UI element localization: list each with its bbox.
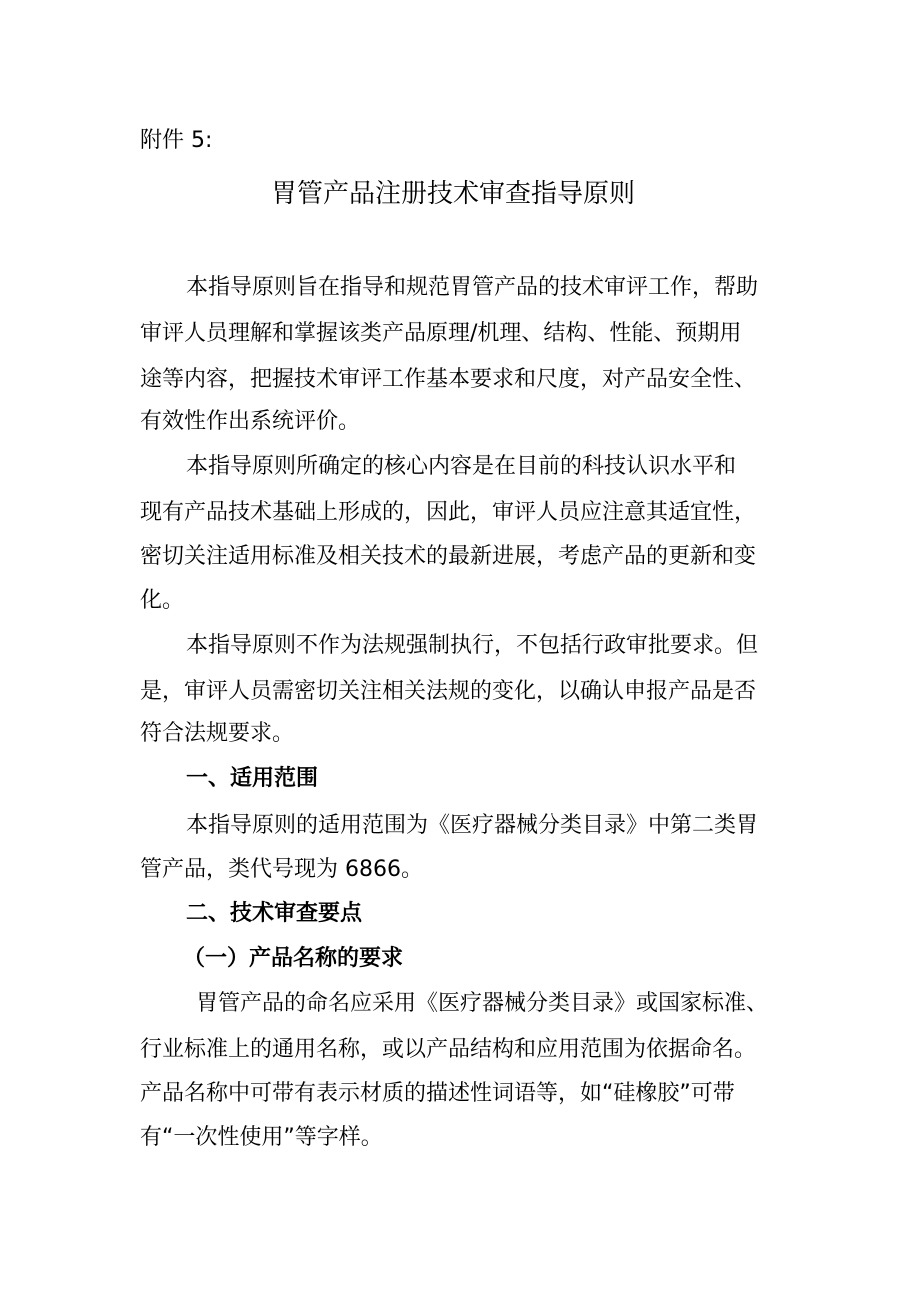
paragraph-1-line-1: 本指导原则旨在指导和规范胃管产品的技术审评工作，帮助 bbox=[186, 275, 759, 300]
section-1-line-2: 管产品，类代号现为 6866。 bbox=[140, 857, 423, 882]
paragraph-2-line-2: 现有产品技术基础上形成的，因此，审评人员应注意其适宜性， bbox=[140, 500, 757, 525]
paragraph-2-line-3: 密切关注适用标准及相关技术的最新进展，考虑产品的更新和变 bbox=[140, 544, 757, 569]
paragraph-1-line-3: 途等内容，把握技术审评工作基本要求和尺度，对产品安全性、 bbox=[140, 367, 757, 392]
attachment-label: 附件 5: bbox=[140, 128, 213, 153]
paragraph-1-line-2: 审评人员理解和掌握该类产品原理/机理、结构、性能、预期用 bbox=[140, 321, 742, 346]
document-title: 胃管产品注册技术审查指导原则 bbox=[270, 179, 635, 209]
paragraph-2-line-4: 化。 bbox=[140, 588, 185, 613]
subsection-1-heading: （一）产品名称的要求 bbox=[183, 946, 404, 971]
paragraph-3-line-3: 符合法规要求。 bbox=[140, 721, 295, 746]
section-2-heading: 二、技术审查要点 bbox=[186, 901, 363, 926]
subsection-1-line-1: 胃管产品的命名应采用《医疗器械分类目录》或国家标准、 bbox=[196, 991, 769, 1016]
subsection-1-line-2: 行业标准上的通用名称，或以产品结构和应用范围为依据命名。 bbox=[140, 1037, 757, 1062]
section-1-line-1: 本指导原则的适用范围为《医疗器械分类目录》中第二类胃 bbox=[186, 813, 759, 838]
paragraph-1-line-4: 有效性作出系统评价。 bbox=[140, 409, 361, 434]
paragraph-3-line-2: 是，审评人员需密切关注相关法规的变化，以确认申报产品是否 bbox=[140, 679, 757, 704]
paragraph-3-line-1: 本指导原则不作为法规强制执行，不包括行政审批要求。但 bbox=[186, 633, 759, 658]
paragraph-2-line-1: 本指导原则所确定的核心内容是在目前的科技认识水平和 bbox=[186, 454, 737, 479]
subsection-1-line-3: 产品名称中可带有表示材质的描述性词语等，如“硅橡胶”可带 bbox=[140, 1081, 735, 1106]
subsection-1-line-4: 有“一次性使用”等字样。 bbox=[140, 1125, 383, 1150]
section-1-heading: 一、适用范围 bbox=[186, 766, 319, 791]
